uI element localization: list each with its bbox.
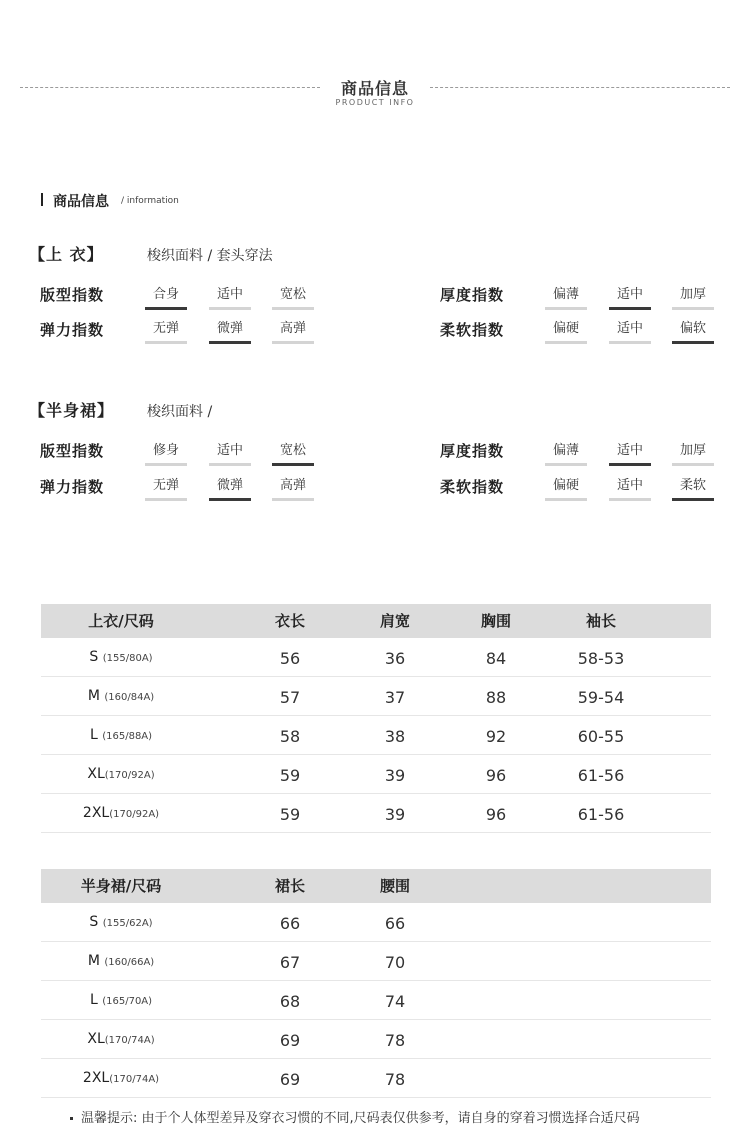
value-cell: 69: [279, 1031, 301, 1050]
top-softness-label: 柔软指数: [440, 321, 505, 339]
table-row: [41, 755, 711, 794]
value-cell: 38: [384, 727, 406, 746]
size-cell: S (155/80A): [89, 649, 153, 665]
top-stretch-option: 高弹: [272, 320, 314, 344]
skirt-fit-option: 宽松: [272, 442, 314, 466]
skirt-fit-label: 版型指数: [40, 442, 105, 460]
skirt-stretch-option: 微弹: [209, 477, 251, 501]
size-cell: L (165/70A): [89, 992, 153, 1008]
top-size-table: [41, 604, 711, 833]
header-cell: 袖长: [585, 612, 616, 630]
top-thickness-label: 厚度指数: [440, 286, 505, 304]
value-cell: 59: [279, 766, 301, 785]
table-header: [41, 869, 711, 903]
value-cell: 59-54: [577, 688, 625, 707]
table-row: [41, 794, 711, 833]
skirt-thickness-option: 适中: [609, 442, 651, 466]
skirt-thickness-option: 加厚: [672, 442, 714, 466]
table-row: [41, 1059, 711, 1098]
size-cell: L (165/88A): [89, 727, 153, 743]
top-stretch-option: 无弹: [145, 320, 187, 344]
size-cell: XL(170/92A): [87, 766, 155, 782]
table-header: [41, 604, 711, 638]
value-cell: 78: [384, 1031, 406, 1050]
table-row: [41, 942, 711, 981]
header-cell: 裙长: [274, 877, 305, 895]
value-cell: 68: [279, 992, 301, 1011]
top-stretch-label: 弹力指数: [40, 321, 105, 339]
skirt-thickness-option: 偏薄: [545, 442, 587, 466]
skirt-softness-label: 柔软指数: [440, 478, 505, 496]
size-cell: 2XL(170/74A): [82, 1070, 160, 1086]
size-cell: M (160/84A): [87, 688, 155, 704]
section-title: 商品信息: [53, 194, 109, 210]
value-cell: 36: [384, 649, 406, 668]
value-cell: 84: [485, 649, 507, 668]
value-cell: 59: [279, 805, 301, 824]
bullet-icon: [70, 1117, 73, 1120]
table-row: [41, 981, 711, 1020]
top-stretch-option: 微弹: [209, 320, 251, 344]
value-cell: 37: [384, 688, 406, 707]
top-softness-option: 偏软: [672, 320, 714, 344]
top-softness-option: 偏硬: [545, 320, 587, 344]
table-row: [41, 716, 711, 755]
value-cell: 69: [279, 1070, 301, 1089]
table-row: [41, 677, 711, 716]
value-cell: 58-53: [577, 649, 625, 668]
skirt-stretch-option: 高弹: [272, 477, 314, 501]
size-cell: 2XL(170/92A): [82, 805, 160, 821]
size-cell: S (155/62A): [89, 914, 153, 930]
value-cell: 92: [485, 727, 507, 746]
value-cell: 96: [485, 805, 507, 824]
skirt-softness-option: 柔软: [672, 477, 714, 501]
section-marker: [41, 193, 43, 206]
top-thickness-option: 偏薄: [545, 286, 587, 310]
size-cell: XL(170/74A): [87, 1031, 155, 1047]
value-cell: 88: [485, 688, 507, 707]
value-cell: 39: [384, 805, 406, 824]
value-cell: 78: [384, 1070, 406, 1089]
value-cell: 66: [279, 914, 301, 933]
value-cell: 39: [384, 766, 406, 785]
value-cell: 60-55: [577, 727, 625, 746]
size-note: [70, 1107, 640, 1126]
value-cell: 66: [384, 914, 406, 933]
value-cell: 57: [279, 688, 301, 707]
skirt-block-desc: 梭织面料 /: [147, 404, 213, 420]
top-softness-option: 适中: [609, 320, 651, 344]
value-cell: 74: [384, 992, 406, 1011]
skirt-fit-option: 适中: [209, 442, 251, 466]
skirt-size-table: [41, 869, 711, 1098]
skirt-softness-option: 适中: [609, 477, 651, 501]
header-cell: 半身裙/尺码: [80, 877, 162, 895]
header-cell: 肩宽: [379, 612, 410, 630]
top-thickness-option: 加厚: [672, 286, 714, 310]
skirt-thickness-label: 厚度指数: [440, 442, 505, 460]
value-cell: 96: [485, 766, 507, 785]
table-row: [41, 1020, 711, 1059]
top-block-title: 【上 衣】: [29, 245, 104, 264]
header-cell: 腰围: [379, 877, 410, 895]
skirt-softness-option: 偏硬: [545, 477, 587, 501]
value-cell: 61-56: [577, 766, 625, 785]
skirt-stretch-label: 弹力指数: [40, 478, 105, 496]
value-cell: 61-56: [577, 805, 625, 824]
page-subtitle: PRODUCT INFO: [335, 98, 415, 107]
header-cell: 胸围: [480, 612, 511, 630]
header-cell: 衣长: [274, 612, 305, 630]
skirt-stretch-option: 无弹: [145, 477, 187, 501]
size-cell: M (160/66A): [87, 953, 155, 969]
size-note-text: 温馨提示: 由于个人体型差异及穿衣习惯的不同,尺码表仅供参考，请自身的穿着习惯选择合适尺码: [81, 1111, 640, 1126]
header-cell: 上衣/尺码: [88, 612, 154, 630]
table-row: [41, 903, 711, 942]
value-cell: 56: [279, 649, 301, 668]
value-cell: 67: [279, 953, 301, 972]
table-row: [41, 638, 711, 677]
skirt-fit-option: 修身: [145, 442, 187, 466]
top-block-desc: 梭织面料 / 套头穿法: [147, 248, 273, 264]
top-thickness-option: 适中: [609, 286, 651, 310]
section-subtitle: / information: [121, 196, 179, 206]
top-fit-option: 宽松: [272, 286, 314, 310]
top-fit-option: 合身: [145, 286, 187, 310]
page-title: 商品信息: [340, 79, 409, 98]
top-fit-label: 版型指数: [40, 286, 105, 304]
value-cell: 70: [384, 953, 406, 972]
skirt-block-title: 【半身裙】: [29, 401, 115, 420]
value-cell: 58: [279, 727, 301, 746]
top-fit-option: 适中: [209, 286, 251, 310]
